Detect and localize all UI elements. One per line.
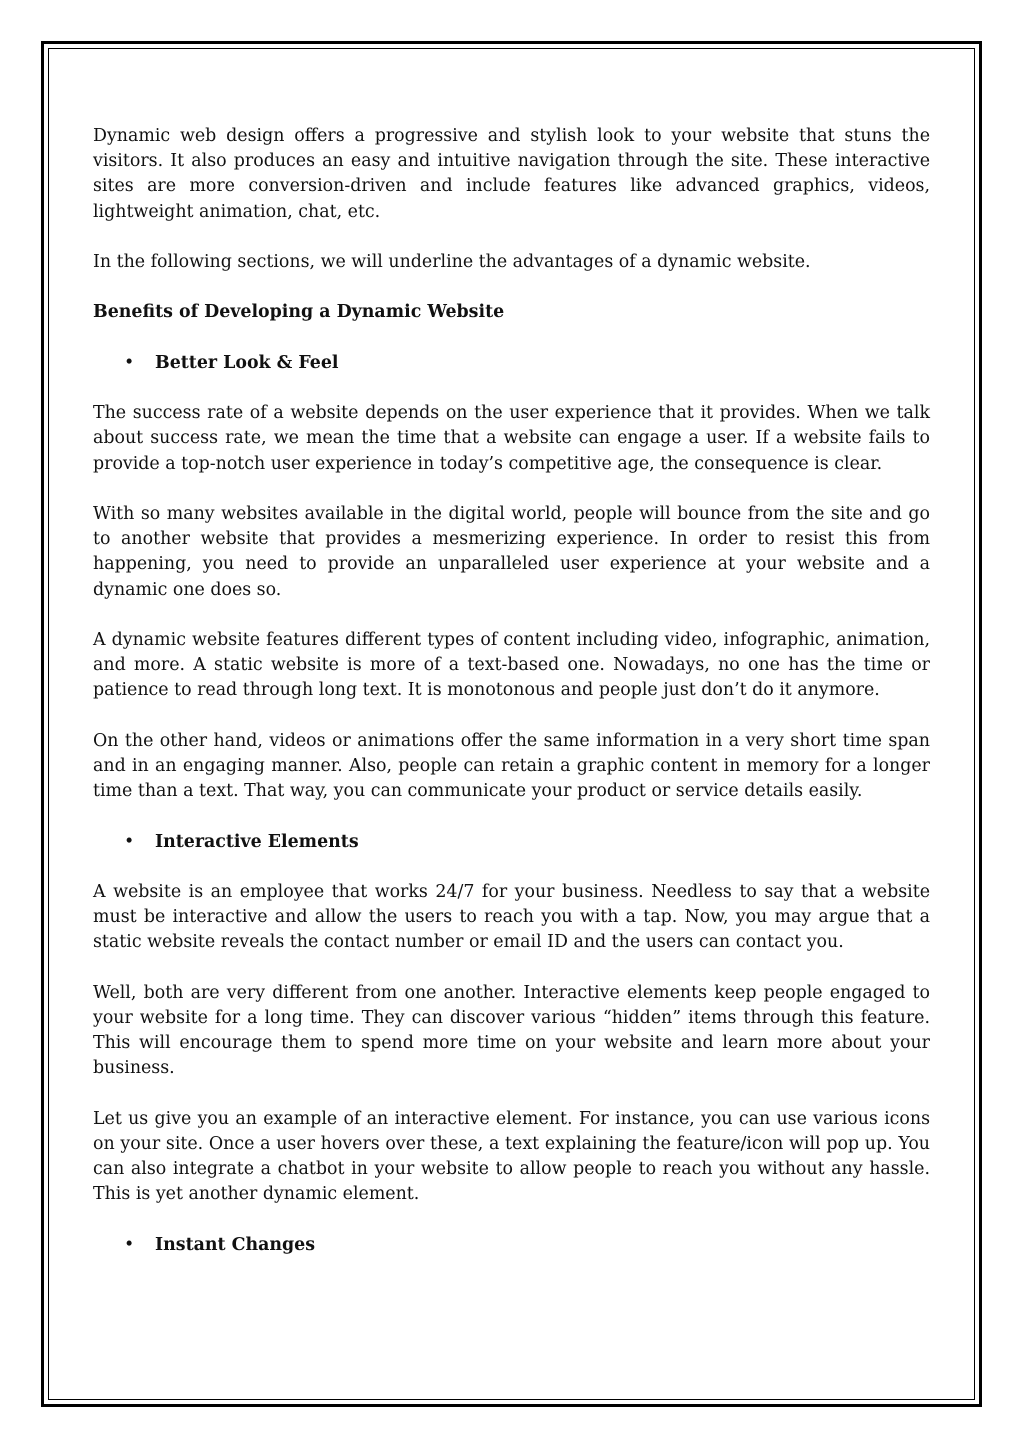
- sections-intro-paragraph: In the following sections, we will underline the advantages of a dynamic website.: [93, 252, 811, 272]
- bullet-label: Instant Changes: [155, 1234, 316, 1255]
- paragraph-content-types: A dynamic website features different types of content including video, infographic, animation, and more. A static website is more of a text-based one. Nowadays, no one has the time or patience to read through long text. It is monotonous and people just don’t do it anymore.: [93, 629, 930, 701]
- bullet-icon: •: [124, 1234, 135, 1255]
- bullet-icon: •: [124, 831, 135, 852]
- section-heading: Benefits of Developing a Dynamic Website: [93, 302, 505, 323]
- bullet-item-interactive-elements: [93, 830, 930, 855]
- paragraph-employee: A website is an employee that works 24/7 for your business. Needless to say that a website must be interactive and allow the users to reach you with a tap. Now, you may argue that a static website reveals the contact number or email ID and the users can contact you.: [93, 881, 930, 953]
- bullet-item-better-look: [93, 351, 930, 376]
- paragraph-many-websites: With so many websites available in the digital world, people will bounce from the site and go to another website that provides a mesmerizing experience. In order to resist this from happening, you need to provide an unparalleled user experience at your website and a dynamic one does so.: [93, 503, 930, 600]
- paragraph-success-rate: The success rate of a website depends on the user experience that it provides. When we talk about success rate, we mean the time that a website can engage a user. If a website fails to provide a top-notch user experience in today’s competitive age, the consequence is clear.: [93, 403, 930, 474]
- bullet-label: Interactive Elements: [155, 831, 359, 852]
- bullet-icon: •: [124, 352, 135, 373]
- paragraph-different: Well, both are very different from one another. Interactive elements keep people engaged to your website for a long time. They can discover various “hidden” items through this feature. This will encourage them to spend more time on your website and learn more about your business.: [93, 982, 930, 1079]
- intro-paragraph: Dynamic web design offers a progressive and stylish look to your website that stuns the visitors. It also produces an easy and intuitive navigation through the site. These interactive sites are more conversion-driven and include features like advanced graphics, videos, lightweight animation, chat, etc.: [93, 126, 930, 222]
- paragraph-example: Let us give you an example of an interactive element. For instance, you can use various icons on your site. Once a user hovers over these, a text explaining the feature/icon will pop up. You can also integrate a chatbot in your website to allow people to reach you without any hassle. This is yet another dynamic element.: [93, 1108, 930, 1205]
- document-body: [93, 124, 930, 1283]
- bullet-item-instant-changes: [93, 1233, 930, 1258]
- paragraph-videos-animations: On the other hand, videos or animations offer the same information in a very short time span and in an engaging manner. Also, people can retain a graphic content in memory for a longer time than a text. That way, you can communicate your product or service details easily.: [93, 730, 930, 802]
- bullet-label: Better Look & Feel: [155, 352, 339, 373]
